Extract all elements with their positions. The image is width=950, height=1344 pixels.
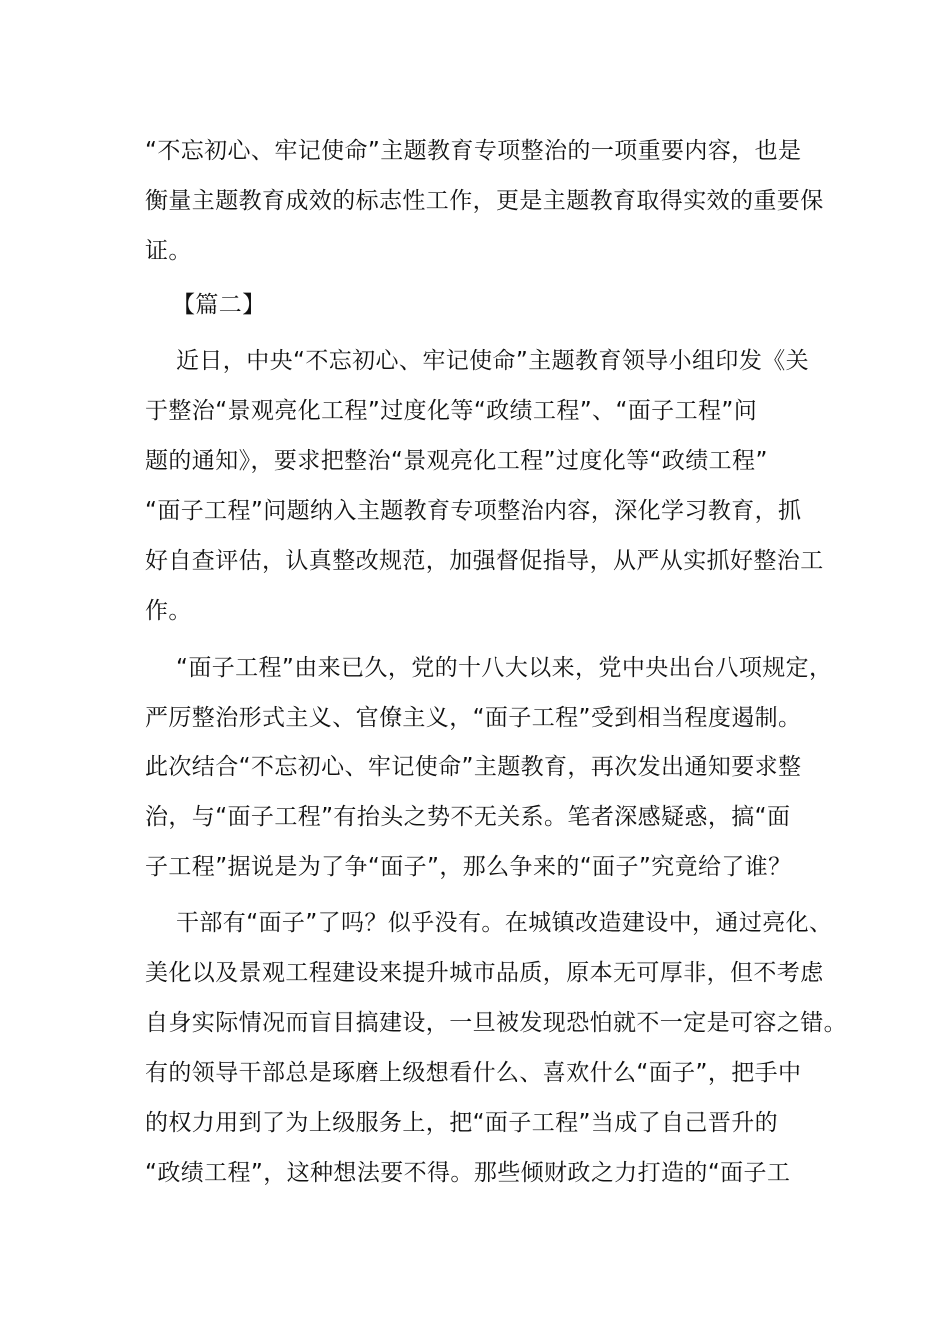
text-line: 严厉整治形式主义、官僚主义，“面子工程”受到相当程度遏制。: [145, 705, 802, 731]
text-line: 自身实际情况而盲目搞建设，一旦被发现恐怕就不一定是可容之错。: [145, 1010, 847, 1036]
text-line: 子工程”据说是为了争“面子”，那么争来的“面子”究竟给了谁？: [145, 854, 792, 880]
text-line: 此次结合“不忘初心、牢记使命”主题教育，再次发出通知要求整: [145, 754, 802, 780]
text-line: “政绩工程”，这种想法要不得。那些倾财政之力打造的“面子工: [145, 1160, 791, 1186]
text-line: 作。: [145, 598, 192, 624]
text-line: “面子工程”由来已久，党的十八大以来，党中央出台八项规定，: [176, 655, 833, 681]
text-line: 证。: [145, 238, 192, 264]
text-line: 题的通知》，要求把整治“景观亮化工程”过度化等“政绩工程”: [145, 448, 768, 474]
text-line: 美化以及景观工程建设来提升城市品质，原本无可厚非，但不考虑: [145, 960, 824, 986]
text-line: “面子工程”问题纳入主题教育专项整治内容，深化学习教育，抓: [145, 498, 802, 524]
text-line: 有的领导干部总是琢磨上级想看什么、喜欢什么“面子”，把手中: [145, 1060, 802, 1086]
text-line: 于整治“景观亮化工程”过度化等“政绩工程”、“面子工程”问: [145, 398, 758, 424]
text-line: “不忘初心、牢记使命”主题教育专项整治的一项重要内容，也是: [145, 138, 802, 164]
text-line: 的权力用到了为上级服务上，把“面子工程”当成了自己晋升的: [145, 1110, 779, 1136]
text-line: 干部有“面子”了吗？似乎没有。在城镇改造建设中，通过亮化、: [176, 910, 833, 936]
section-heading: 【篇二】: [172, 292, 266, 318]
text-line: 好自查评估，认真整改规范，加强督促指导，从严从实抓好整治工: [145, 548, 824, 574]
text-line: 衡量主题教育成效的标志性工作，更是主题教育取得实效的重要保: [145, 188, 824, 214]
text-line: 近日，中央“不忘初心、牢记使命”主题教育领导小组印发《关: [176, 348, 810, 374]
text-line: 治，与“面子工程”有抬头之势不无关系。笔者深感疑惑，搞“面: [145, 804, 791, 830]
